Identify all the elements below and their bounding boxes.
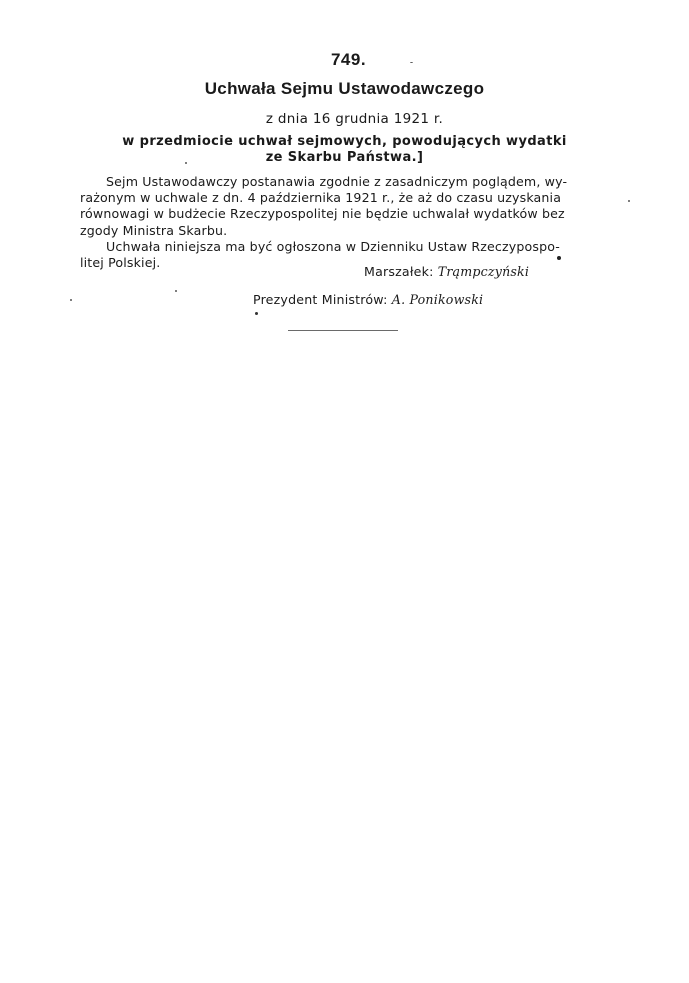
signature-prime-minister [253, 292, 483, 307]
closing-rule [288, 330, 398, 331]
act-body [80, 174, 622, 271]
scan-speck [557, 256, 561, 260]
paragraph [80, 174, 622, 239]
paragraph-line: równowagi w budżecie Rzeczypospolitej nie będzie uchwalał wydatków bez [80, 206, 565, 222]
signature-name: A. Ponikowski [391, 292, 484, 307]
act-subject [0, 134, 689, 166]
scan-speck [70, 299, 72, 301]
paragraph-line: litej Polskiej. [80, 255, 161, 271]
subject-line: ze Skarbu Państwa.] [265, 150, 424, 165]
paragraph-line: Uchwała niniejsza ma być ogłoszona w Dzienniku Ustaw Rzeczypospo- [106, 238, 560, 254]
paragraph-line: Sejm Ustawodawczy postanawia zgodnie z zasadniczym poglądem, wy- [106, 174, 568, 189]
scan-speck [255, 312, 258, 315]
signature-role: Prezydent Ministrów: [253, 292, 388, 307]
scan-speck [175, 290, 177, 292]
subject-line: w przedmiocie uchwał sejmowych, powodujących wydatki [122, 134, 567, 149]
signature-role: Marszałek: [364, 264, 434, 279]
scan-speck [410, 62, 413, 63]
signature-speaker [364, 264, 529, 279]
scan-speck [628, 200, 630, 202]
act-number: 749. [330, 50, 367, 69]
paragraph [80, 239, 622, 271]
paragraph-line: zgody Ministra Skarbu. [80, 222, 228, 238]
scan-speck [185, 162, 187, 164]
paragraph-line: rażonym w uchwale z dn. 4 października 1921 r., że aż do czasu uzyskania [80, 190, 562, 206]
signature-name: Trąmpczyński [437, 264, 530, 279]
act-title: Uchwała Sejmu Ustawodawczego [204, 79, 485, 98]
act-date: z dnia 16 grudnia 1921 r. [265, 111, 444, 127]
